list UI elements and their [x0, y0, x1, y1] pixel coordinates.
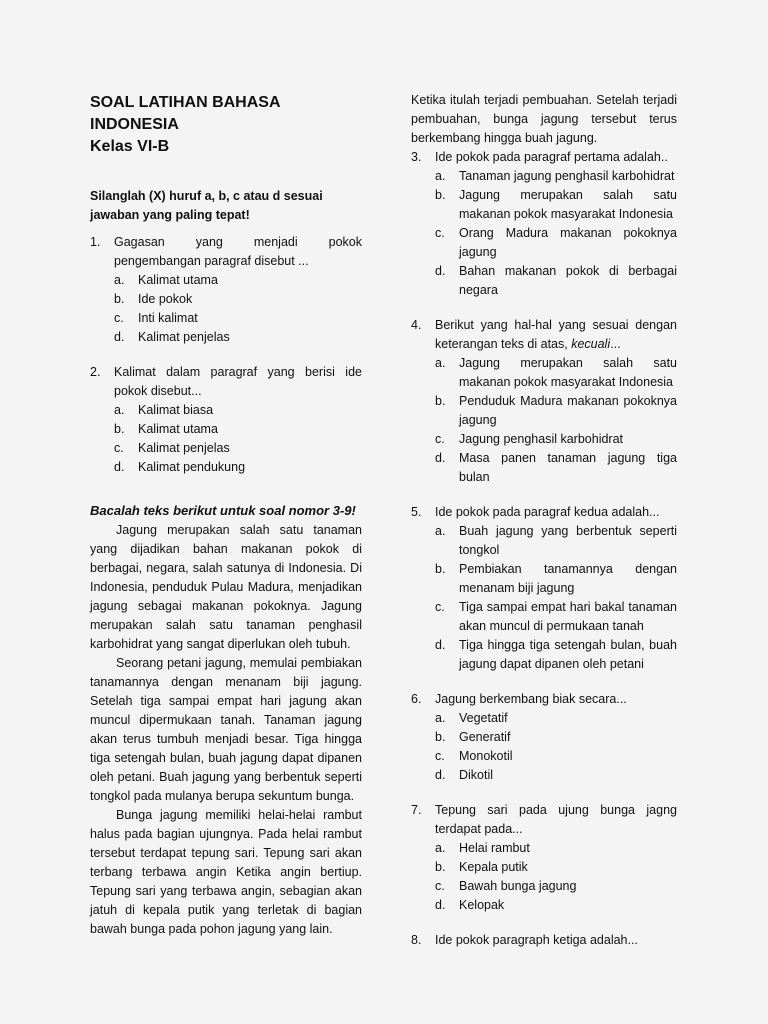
option-text: Penduduk Madura makanan pokoknya jagung	[459, 394, 677, 427]
option-b[interactable]	[435, 728, 677, 747]
instruction-text: Silanglah (X) huruf a, b, c atau d sesuai jawaban yang paling tepat!	[90, 189, 323, 222]
option-text: Jagung penghasil karbohidrat	[459, 432, 624, 446]
option-letter: d.	[435, 768, 446, 782]
option-text: Kalimat biasa	[138, 403, 214, 417]
option-text: Vegetatif	[459, 711, 508, 725]
question-text: Ide pokok pada paragraf kedua adalah...	[435, 505, 660, 519]
option-c[interactable]	[435, 224, 677, 262]
option-a[interactable]	[114, 401, 362, 420]
question-number: 1.	[90, 235, 101, 249]
option-b[interactable]	[114, 420, 362, 439]
reading-paragraph-3: Bunga jagung memiliki helai-helai rambut halus pada bagian ujungnya. Pada helai rambut tersebut terdapat tepung sari. Tepung sari akan terbang terbawa angin Ketika angin bertiup. Tepung sari yang terbawa angin, sebagian akan jatuh di kepala putik yang terletak di bagian bawah bunga pada pohon jagung yang lain.	[90, 808, 362, 936]
question-number: 2.	[90, 365, 101, 379]
option-b[interactable]	[435, 392, 677, 430]
document-title: SOAL LATIHAN BAHASA INDONESIA	[90, 94, 280, 133]
question-text: Jagung berkembang biak secara...	[435, 692, 627, 706]
option-text: Tiga hingga tiga setengah bulan, buah jagung dapat dipanen oleh petani	[459, 638, 677, 671]
option-letter: a.	[114, 403, 125, 417]
option-letter: d.	[114, 330, 125, 344]
question-text: Kalimat dalam paragraf yang berisi ide pokok disebut...	[114, 365, 362, 398]
question-5	[411, 503, 677, 674]
option-c[interactable]	[435, 598, 677, 636]
question-number: 8.	[411, 933, 422, 947]
question-text-part: Berikut yang hal-hal yang sesuai dengan keterangan teks di atas,	[435, 318, 677, 351]
option-d[interactable]	[435, 896, 677, 915]
option-d[interactable]	[114, 458, 362, 477]
option-text: Generatif	[459, 730, 511, 744]
option-d[interactable]	[435, 449, 677, 487]
option-text: Helai rambut	[459, 841, 530, 855]
option-text: Dikotil	[459, 768, 494, 782]
option-text: Bahan makanan pokok di berbagai negara	[459, 264, 677, 297]
question-text-part: ...	[610, 337, 621, 351]
question-2	[90, 363, 362, 477]
question-number: 3.	[411, 150, 422, 164]
document-subtitle: Kelas VI-B	[90, 138, 170, 155]
option-letter: d.	[114, 460, 125, 474]
option-text: Jagung merupakan salah satu makanan pokok masyarakat Indonesia	[459, 356, 677, 389]
option-a[interactable]	[435, 522, 677, 560]
option-letter: b.	[114, 422, 125, 436]
option-b[interactable]	[114, 290, 362, 309]
option-a[interactable]	[435, 839, 677, 858]
option-text: Bawah bunga jagung	[459, 879, 577, 893]
option-letter: a.	[114, 273, 125, 287]
option-text: Kalimat pendukung	[138, 460, 246, 474]
option-letter: c.	[435, 600, 445, 614]
reading-heading: Bacalah teks berikut untuk soal nomor 3-9!	[90, 503, 356, 518]
option-letter: d.	[435, 451, 446, 465]
option-c[interactable]	[114, 309, 362, 328]
option-letter: b.	[114, 292, 125, 306]
question-6	[411, 690, 677, 785]
option-text: Kepala putik	[459, 860, 528, 874]
option-d[interactable]	[435, 636, 677, 674]
question-number: 6.	[411, 692, 422, 706]
option-text: Kalimat utama	[138, 422, 218, 436]
option-c[interactable]	[435, 877, 677, 896]
option-text: Inti kalimat	[138, 311, 198, 325]
option-text: Tiga sampai empat hari bakal tanaman akan muncul di permukaan tanah	[459, 600, 677, 633]
option-letter: c.	[435, 749, 445, 763]
option-letter: d.	[435, 898, 446, 912]
option-text: Orang Madura makanan pokoknya jagung	[459, 226, 677, 259]
option-letter: a.	[435, 524, 446, 538]
option-c[interactable]	[114, 439, 362, 458]
option-a[interactable]	[435, 354, 677, 392]
option-c[interactable]	[435, 430, 677, 449]
option-text: Kelopak	[459, 898, 505, 912]
option-letter: c.	[435, 432, 445, 446]
option-letter: c.	[114, 311, 124, 325]
question-number: 7.	[411, 803, 422, 817]
left-column	[90, 92, 362, 939]
right-column	[411, 91, 677, 950]
question-number: 5.	[411, 505, 422, 519]
question-text: Ide pokok paragraph ketiga adalah...	[435, 933, 638, 947]
question-number: 4.	[411, 318, 422, 332]
reading-paragraph-1: Jagung merupakan salah satu tanaman yang dijadikan bahan makanan pokok di berbagai, negara, salah satunya di Indonesia. Di Indonesia, penduduk Pulau Madura, menjadikan jagung sebagai makanan pokoknya. Jagung merupakan salah satu tanaman penghasil karbohidrat yang sangat diperlukan oleh tubuh.	[90, 523, 362, 651]
option-b[interactable]	[435, 858, 677, 877]
question-8	[411, 931, 677, 950]
option-text: Jagung merupakan salah satu makanan pokok masyarakat Indonesia	[459, 188, 677, 221]
option-text: Masa panen tanaman jagung tiga bulan	[459, 451, 677, 484]
option-d[interactable]	[435, 262, 677, 300]
reading-paragraph-2: Seorang petani jagung, memulai pembiakan tanamannya dengan menanam biji jagung. Setelah tiga sampai empat hari jagung akan muncul dipermukaan tanah. Tanaman jagung akan terus tumbuh menjadi besar. Tiga hingga tiga setengah bulan, buah jagung dapat dipanen oleh petani. Buah jagung yang berbentuk seperti tongkol pada mulanya berupa sekuntum bunga.	[90, 656, 362, 803]
option-c[interactable]	[435, 747, 677, 766]
question-text: Gagasan yang menjadi pokok pengembangan paragraf disebut ...	[114, 235, 362, 268]
option-a[interactable]	[114, 271, 362, 290]
question-text: Tepung sari pada ujung bunga jagng terdapat pada...	[435, 803, 677, 836]
option-letter: a.	[435, 169, 446, 183]
option-text: Ide pokok	[138, 292, 193, 306]
question-text-emphasis: kecuali	[571, 337, 611, 351]
question-4	[411, 316, 677, 487]
question-text	[435, 316, 677, 354]
question-1	[90, 233, 362, 347]
option-letter: b.	[435, 730, 446, 744]
option-letter: a.	[435, 356, 446, 370]
option-text: Kalimat penjelas	[138, 441, 230, 455]
question-7	[411, 801, 677, 915]
option-letter: d.	[435, 638, 446, 652]
option-d[interactable]	[435, 766, 677, 785]
option-letter: c.	[114, 441, 124, 455]
option-a[interactable]	[435, 167, 677, 186]
option-text: Kalimat penjelas	[138, 330, 230, 344]
option-text: Monokotil	[459, 749, 513, 763]
option-d[interactable]	[114, 328, 362, 347]
reading-continuation: Ketika itulah terjadi pembuahan. Setelah terjadi pembuahan, bunga jagung tersebut terus berkembang hingga buah jagung.	[411, 93, 677, 145]
option-a[interactable]	[435, 709, 677, 728]
option-letter: a.	[435, 841, 446, 855]
option-text: Pembiakan tanamannya dengan menanam biji jagung	[459, 562, 677, 595]
option-letter: b.	[435, 188, 446, 202]
option-letter: b.	[435, 562, 446, 576]
option-text: Buah jagung yang berbentuk seperti tongkol	[459, 524, 677, 557]
option-letter: b.	[435, 394, 446, 408]
question-text: Ide pokok pada paragraf pertama adalah..	[435, 150, 668, 164]
option-letter: c.	[435, 226, 445, 240]
option-letter: c.	[435, 879, 445, 893]
option-letter: b.	[435, 860, 446, 874]
option-text: Kalimat utama	[138, 273, 218, 287]
option-b[interactable]	[435, 186, 677, 224]
option-b[interactable]	[435, 560, 677, 598]
question-3	[411, 148, 677, 300]
option-letter: d.	[435, 264, 446, 278]
option-letter: a.	[435, 711, 446, 725]
option-text: Tanaman jagung penghasil karbohidrat	[459, 169, 675, 183]
